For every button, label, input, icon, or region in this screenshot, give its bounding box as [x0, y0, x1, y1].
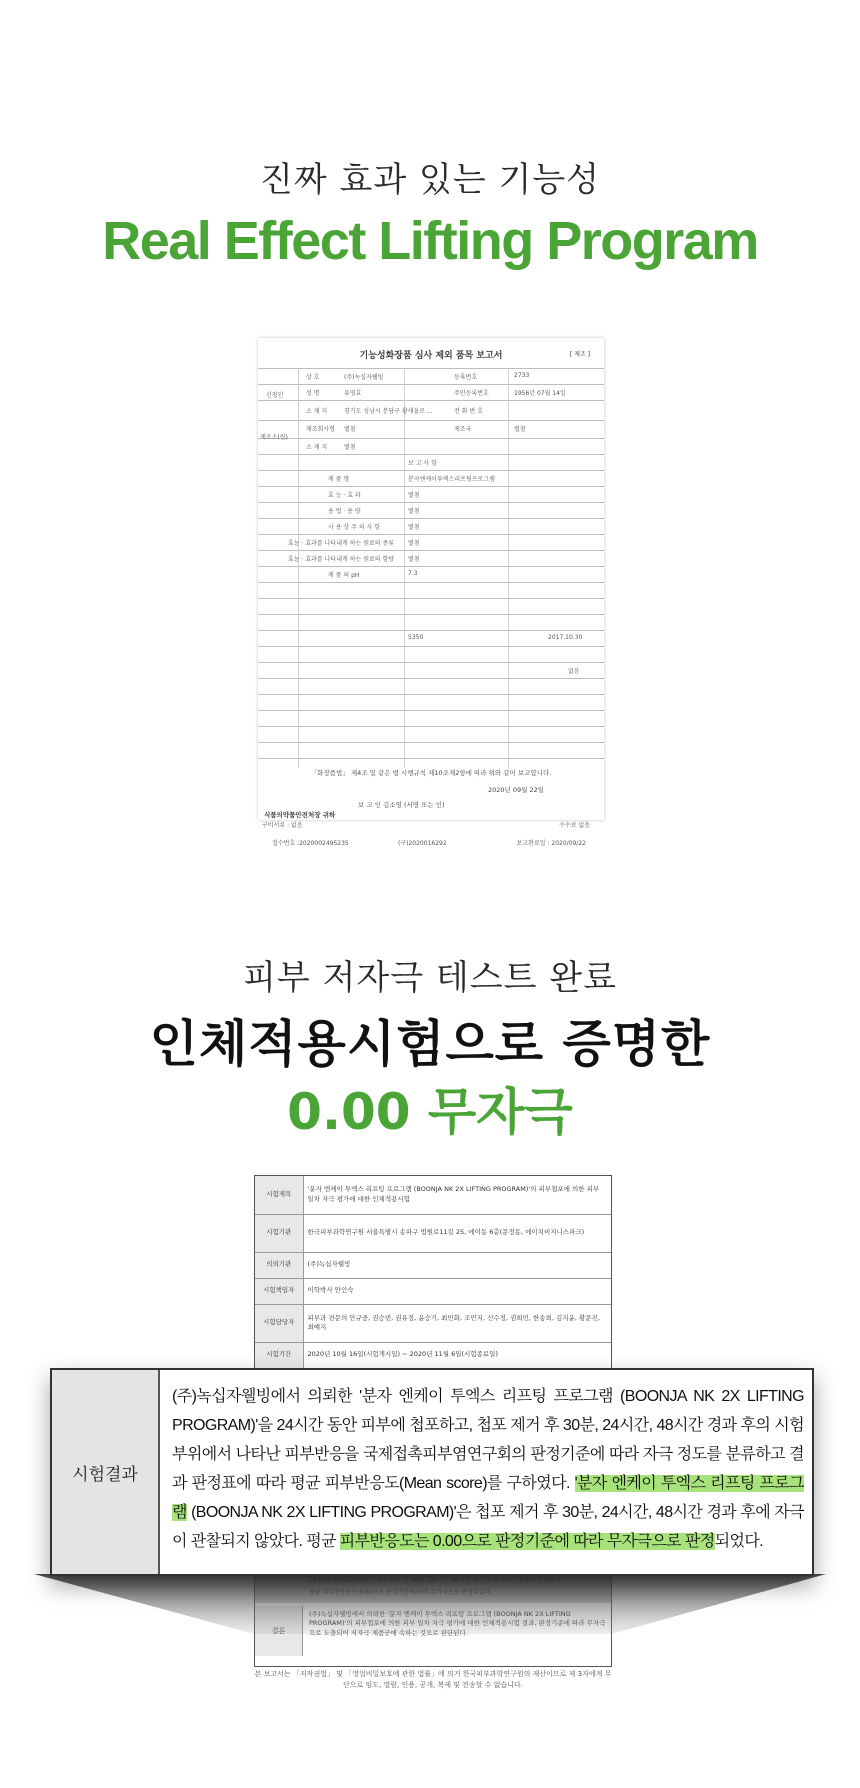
row-label: 시험기간 — [255, 1342, 303, 1368]
report-complete-date: 보고완료일 : 2020/09/22 — [516, 840, 586, 847]
row-label: 시험책임자 — [255, 1278, 303, 1304]
report-value: 분자엔케이투엑스리프팅프로그램 — [408, 476, 495, 483]
report-field: 효능 · 효과를 나타내게 하는 원료의 함량 — [288, 556, 395, 563]
report-header: 보 고 사 항 — [408, 460, 437, 467]
row-value: (주)녹십자웰빙 — [303, 1252, 611, 1278]
result-text-part: 되었다. — [714, 1533, 764, 1550]
table-row — [255, 1176, 611, 1214]
certificate-grid — [258, 368, 604, 768]
report-value: 별첨 — [408, 508, 420, 515]
field-name: 제조회사명 — [306, 426, 335, 433]
highlight-score: 피부반응도는 0.00으로 판정기준에 따라 무자극으로 판정 — [339, 1533, 715, 1550]
result-label: 시험결과 — [52, 1370, 160, 1574]
field-name: 상 호 — [306, 374, 320, 381]
report-value: 별첨 — [408, 492, 420, 499]
row-label: 의뢰기관 — [255, 1252, 303, 1278]
section2-kicker: 피부 저자극 테스트 완료 — [243, 958, 617, 998]
report-field: 제 품 의 pH — [328, 572, 360, 579]
certificate-title: 기능성화장품 심사 제외 품목 보고서 — [359, 351, 503, 361]
report-field: 용 법 · 용 량 — [328, 508, 361, 515]
table-row — [255, 1342, 611, 1368]
result-text — [172, 1382, 804, 1556]
row-label: 시험제목 — [255, 1176, 303, 1214]
report-field: 효 능 · 효 과 — [328, 492, 361, 499]
test-report-table — [255, 1176, 611, 1369]
fee-text: 수수료 없음 — [559, 822, 590, 829]
report-value: 별첨 — [408, 524, 420, 531]
section1-kicker: 진짜 효과 있는 기능성 — [259, 160, 601, 200]
report-value: 별첨 — [408, 556, 420, 563]
certificate-document — [258, 338, 604, 847]
row-value: 이학박사 안인숙 — [303, 1278, 611, 1304]
field-value: 별첨 — [344, 426, 356, 433]
report-value: 별첨 — [408, 540, 420, 547]
row-label: 시험담당자 — [255, 1304, 303, 1342]
row-label: 시험기관 — [255, 1214, 303, 1252]
table-row — [255, 1278, 611, 1304]
none-value: 없음 — [568, 668, 580, 675]
field-value: (주)녹십자웰빙 — [344, 374, 384, 381]
zoomed-result-box — [50, 1368, 814, 1576]
section2-title: 인체적용시험으로 증명한 — [149, 1015, 711, 1073]
attach-text: 구비서류 : 없음 — [262, 822, 303, 829]
field-value: 1956년 07월 14일 — [514, 390, 566, 397]
copyright-note: 본 보고서는 「저작권법」 및 「영업비밀보호에 관한 법률」에 의거 한국피부과학연구원의 재산이므로 제 3자에게 무단으로 임도, 열람, 인용, 공개, 복제 및 전송할 수 없습니다. — [254, 1670, 612, 1689]
report-field: 효능 · 효과를 나타내게 하는 원료의 종류 — [288, 540, 395, 547]
highlight-product: '분자 엔케이 투엑스 리프팅 프로그램 — [172, 1475, 804, 1521]
row-value: 한국피부과학연구원 서울특별시 송파구 법원로11길 25, 에이동 6층(문정동, 에이치비지니스파크) — [303, 1214, 611, 1252]
field-value: 별첨 — [514, 426, 526, 433]
field-name: 제조국 — [454, 426, 472, 433]
report-field: 사 용 상 주 의 사 항 — [328, 524, 381, 531]
result-text-part: (주)녹십자웰빙에서 의뢰한 '분자 엔케이 투엑스 리프팅 프로그램 (BOONJA NK 2X LIFTING PROGRAM)'을 24시간 동안 피부에 첩포하고, 첩포 제거 후 30분, 24시간, 48시간 경과 후의 시험부위에서 나타난 피부반응을 국제접촉피부염연구회의 판정기준에 따라 자극 정도를 분류하고 결과 판정표에 따라 평균 피부반응도(Mean score)를 구하였다. — [172, 1388, 804, 1492]
certificate-declaration: 「화장품법」 제4조 및 같은 법 시행규칙 제10조제2항에 따라 위와 같이 보고합니다. — [310, 769, 552, 777]
table-row — [255, 1252, 611, 1278]
field-name: 주민등록번호 — [454, 390, 489, 397]
section1-title: Real Effect Lifting Program — [102, 211, 758, 271]
magnifier-shadow — [34, 1574, 826, 1644]
table-row — [255, 1214, 611, 1252]
field-value: 2733 — [514, 372, 530, 379]
certificate-signature: 보 고 인 김소영 (서명 또는 인) — [358, 801, 445, 809]
report-value: 7.3 — [408, 570, 418, 577]
field-name: 소 재 지 — [306, 408, 328, 415]
applicant-label: 신청인 — [266, 392, 284, 399]
old-number: (구)2020016292 — [398, 840, 447, 847]
row-value: 피부과 전문의 안규중, 권승빈, 권유정, 윤승기, 최민화, 조민지, 신수정, 권희민, 한송희, 김지윤, 황문진, 최예지 — [303, 1304, 611, 1342]
section2-value: 0.00 무자극 — [287, 1083, 573, 1141]
certificate-addressee: 식품의약품안전처장 귀하 — [264, 811, 336, 819]
manufacturer-label: 제조소(원) — [260, 434, 288, 441]
report-field: 제 품 명 — [328, 476, 350, 483]
field-name: 성 명 — [306, 390, 320, 397]
field-name: 소 재 지 — [306, 444, 328, 451]
row-value: '분자 엔케이 투엑스 리프팅 프로그램 (BOONJA NK 2X LIFTING PROGRAM)'의 피부첩포에 의한 피부 일차 자극 평가에 대한 인체적용시험 — [303, 1176, 611, 1214]
certificate-tag: [ 제조 ] — [569, 351, 590, 358]
field-value: 유영효 — [344, 390, 362, 397]
field-name: 등록번호 — [454, 374, 478, 381]
field-value: 경기도 성남시 분당구 황새울로 ... — [344, 408, 433, 415]
certificate-date: 2020년 09월 22일 — [487, 786, 544, 794]
result-text-part: (BOONJA NK 2X LIFTING PROGRAM)'은 첩포 제거 후 30분, 24시간, 48시간 경과 후에 자극이 관찰되지 않았다. 평균 — [172, 1504, 804, 1550]
receipt-number: 접수번호 :2020002495235 — [272, 840, 349, 847]
row-value: 2020년 10월 16일(시험개시일) ~ 2020년 11월 6일(시험종료일) — [303, 1342, 611, 1368]
doc-number: 5350 — [408, 634, 424, 641]
field-name: 전 화 번 호 — [454, 408, 483, 415]
table-row — [255, 1304, 611, 1342]
doc-date: 2017.10.30 — [548, 634, 583, 641]
field-value: 별첨 — [344, 444, 356, 451]
